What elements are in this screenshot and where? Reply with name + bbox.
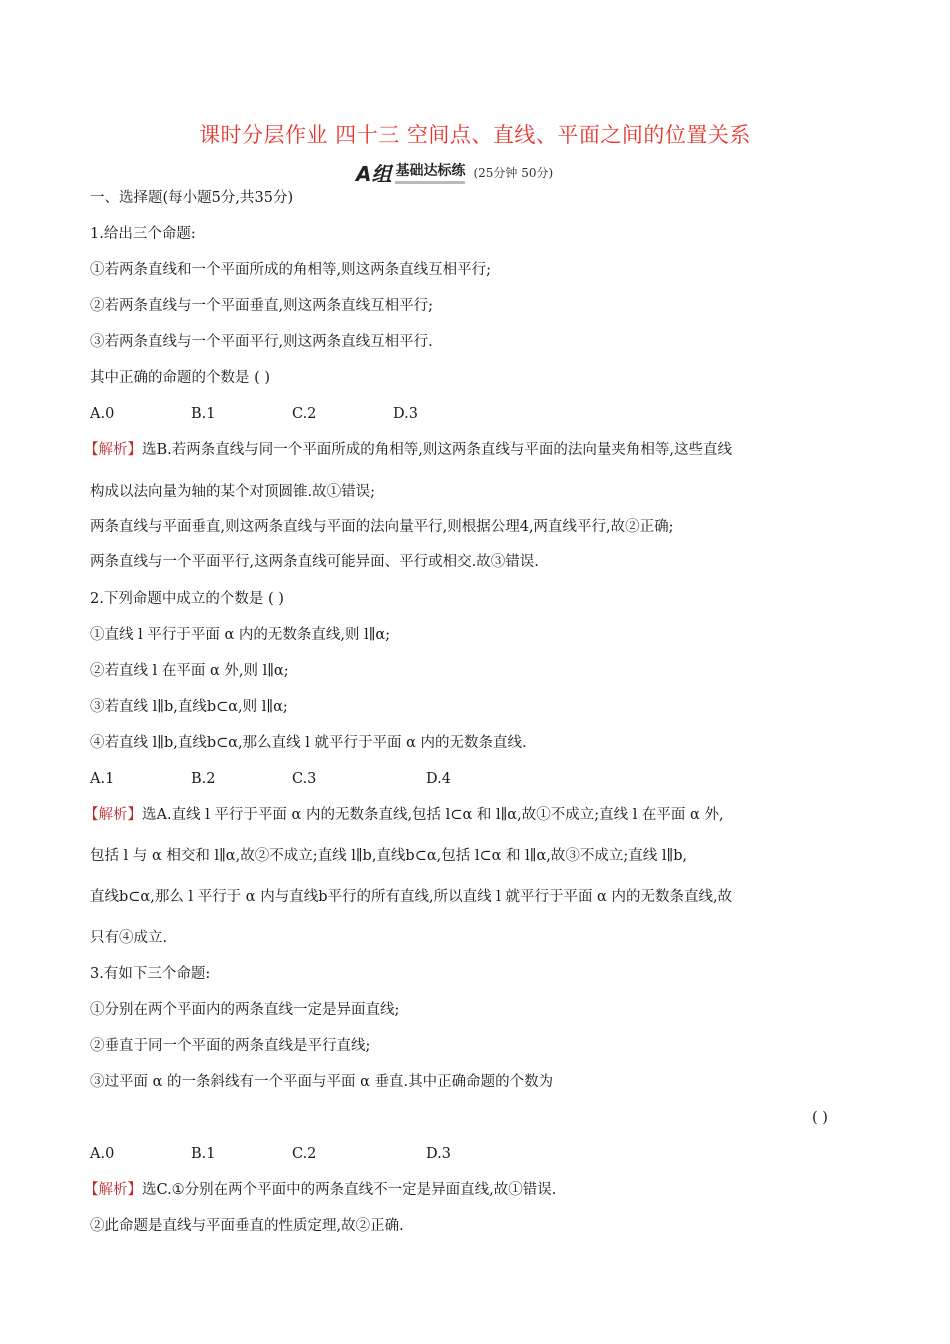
q2-statement-2: ②若直线 l 在平面 α 外,则 l∥α; xyxy=(90,663,289,679)
q2-analysis-line-3: 直线b⊂α,那么 l 平行于 α 内与直线b平行的所有直线,所以直线 l 就平行于平面 α 内的无数条直线,故 xyxy=(90,889,733,905)
q2-analysis-line-2: 包括 l 与 α 相交和 l∥α,故②不成立;直线 l∥b,直线b⊂α,包括 l⊂α 和 l∥α,故③不成立;直线 l∥b, xyxy=(90,848,688,864)
q1-question: 其中正确的命题的个数是 ( ) xyxy=(90,370,271,386)
analysis-text: 选C.①分别在两个平面中的两条直线不一定是异面直线,故①错误. xyxy=(142,1182,557,1198)
q1-stem: 1.给出三个命题: xyxy=(90,226,196,242)
q1-analysis-line-4: 两条直线与一个平面平行,这两条直线可能异面、平行或相交.故③错误. xyxy=(90,554,539,570)
q2-option-a: A.1 xyxy=(90,771,115,787)
q2-statement-3: ③若直线 l∥b,直线b⊂α,则 l∥α; xyxy=(90,699,288,715)
q1-option-b: B.1 xyxy=(191,406,216,422)
q1-statement-1: ①若两条直线和一个平面所成的角相等,则这两条直线互相平行; xyxy=(90,262,491,278)
q2-statement-4: ④若直线 l∥b,直线b⊂α,那么直线 l 就平行于平面 α 内的无数条直线. xyxy=(90,735,527,751)
q3-option-c: C.2 xyxy=(292,1146,317,1162)
q1-option-d: D.3 xyxy=(393,406,418,422)
q3-statement-2: ②垂直于同一个平面的两条直线是平行直线; xyxy=(90,1038,371,1054)
q3-option-d: D.3 xyxy=(426,1146,451,1162)
analysis-tag: 【解析】 xyxy=(84,1182,142,1198)
q2-analysis-line-1 xyxy=(84,805,724,825)
page-title: 课时分层作业 四十三 空间点、直线、平面之间的位置关系 xyxy=(199,123,751,147)
q3-answer-paren: ( ) xyxy=(812,1110,828,1126)
q1-statement-3: ③若两条直线与一个平面平行,则这两条直线互相平行. xyxy=(90,334,433,350)
q2-option-b: B.2 xyxy=(191,771,216,787)
q1-analysis-line-1 xyxy=(84,440,732,460)
q2-option-d: D.4 xyxy=(426,771,451,787)
q1-option-c: C.2 xyxy=(292,406,317,422)
q3-stem: 3.有如下三个命题: xyxy=(90,966,211,982)
q2-statement-1: ①直线 l 平行于平面 α 内的无数条直线,则 l∥α; xyxy=(90,627,391,643)
q3-option-b: B.1 xyxy=(191,1146,216,1162)
analysis-tag: 【解析】 xyxy=(84,442,142,458)
q1-option-a: A.0 xyxy=(90,406,115,422)
group-banner xyxy=(356,160,553,184)
group-badge: A组 xyxy=(356,161,392,186)
q3-analysis-line-1 xyxy=(84,1180,556,1200)
section-heading: 一、选择题(每小题5分,共35分) xyxy=(90,190,294,206)
q3-statement-3: ③过平面 α 的一条斜线有一个平面与平面 α 垂直.其中正确命题的个数为 xyxy=(90,1074,554,1090)
analysis-tag: 【解析】 xyxy=(84,807,142,823)
q2-option-c: C.3 xyxy=(292,771,317,787)
q2-analysis-line-4: 只有④成立. xyxy=(90,930,168,946)
q3-statement-1: ①分别在两个平面内的两条直线一定是异面直线; xyxy=(90,1002,400,1018)
analysis-text: 选B.若两条直线与同一个平面所成的角相等,则这两条直线与平面的法向量夹角相等,这些直线 xyxy=(142,442,732,458)
q3-option-a: A.0 xyxy=(90,1146,115,1162)
group-name: 基础达标练 xyxy=(395,160,465,184)
analysis-text: 选A.直线 l 平行于平面 α 内的无数条直线,包括 l⊂α 和 l∥α,故①不成立;直线 l 在平面 α 外, xyxy=(142,807,724,823)
q1-statement-2: ②若两条直线与一个平面垂直,则这两条直线互相平行; xyxy=(90,298,433,314)
q1-analysis-line-3: 两条直线与平面垂直,则这两条直线与平面的法向量平行,则根据公理4,两直线平行,故②正确; xyxy=(90,519,674,535)
q2-stem: 2.下列命题中成立的个数是 ( ) xyxy=(90,591,284,607)
group-time-score: (25分钟 50分) xyxy=(473,165,554,180)
q1-analysis-line-2: 构成以法向量为轴的某个对顶圆锥.故①错误; xyxy=(90,484,375,500)
q3-analysis-line-2: ②此命题是直线与平面垂直的性质定理,故②正确. xyxy=(90,1218,404,1234)
